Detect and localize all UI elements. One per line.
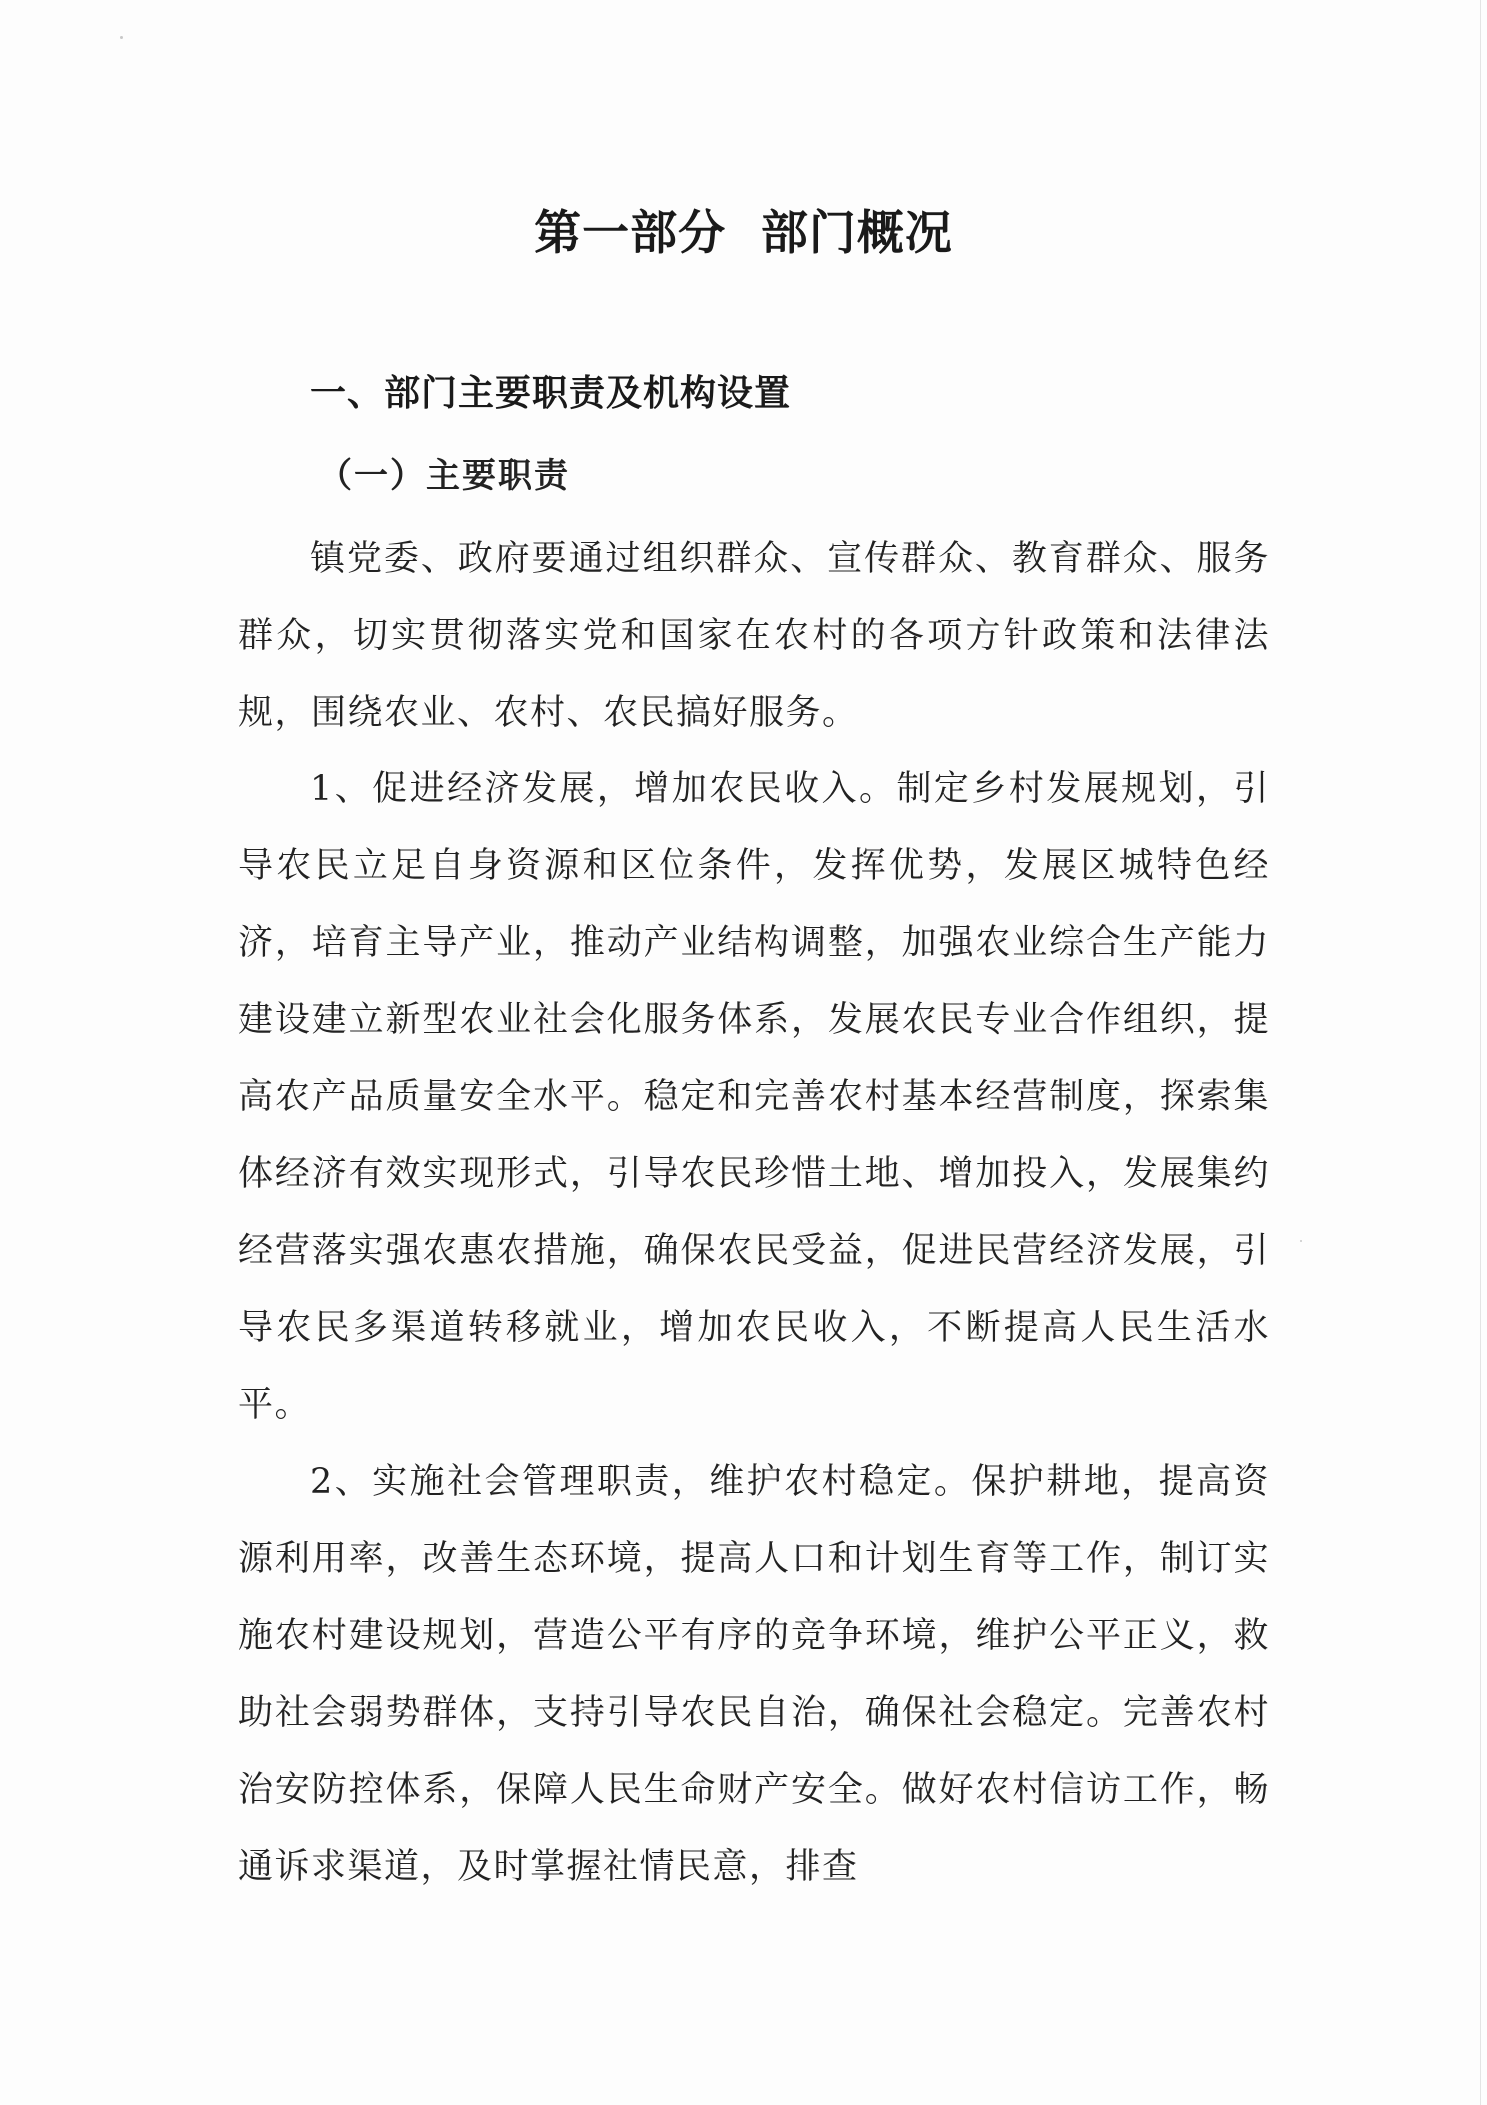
scan-edge-line	[1480, 0, 1481, 2105]
scan-speck	[1300, 1240, 1302, 1242]
subsection-heading: （一）主要职责	[318, 456, 570, 496]
paragraph-intro: 镇党委、政府要通过组织群众、宣传群众、教育群众、服务群众，切实贯彻落实党和国家在农村的各项方针政策和法律法规，围绕农业、农村、农民搞好服务。	[238, 539, 1270, 733]
paragraph-economic-development: 1、促进经济发展，增加农民收入。制定乡村发展规划，引导农民立足自身资源和区位条件，发挥优势，发展区城特色经济，培育主导产业，推动产业结构调整，加强农业综合生产能力建设建立新型农业社会化服务体系，发展农民专业合作组织，提高农产品质量安全水平。稳定和完善农村基本经营制度，探索集体经济有效实现形式，引导农民珍惜土地、增加投入，发展集约经营落实强农惠农措施，确保农民受益，促进民营经济发展，引导农民多渠道转移就业，增加农民收入，不断提高人民生活水平。	[238, 769, 1270, 1425]
scan-speck	[120, 36, 123, 39]
section-heading: 一、部门主要职责及机构设置	[310, 373, 792, 414]
page-title: 第一部分 部门概况	[534, 206, 953, 261]
paragraph-social-management: 2、实施社会管理职责，维护农村稳定。保护耕地，提高资源利用率，改善生态环境，提高人口和计划生育等工作，制订实施农村建设规划，营造公平有序的竞争环境，维护公平正义，救助社会弱势群体，支持引导农民自治，确保社会稳定。完善农村治安防控体系，保障人民生命财产安全。做好农村信访工作，畅通诉求渠道，及时掌握社情民意，排查	[238, 1462, 1270, 1887]
